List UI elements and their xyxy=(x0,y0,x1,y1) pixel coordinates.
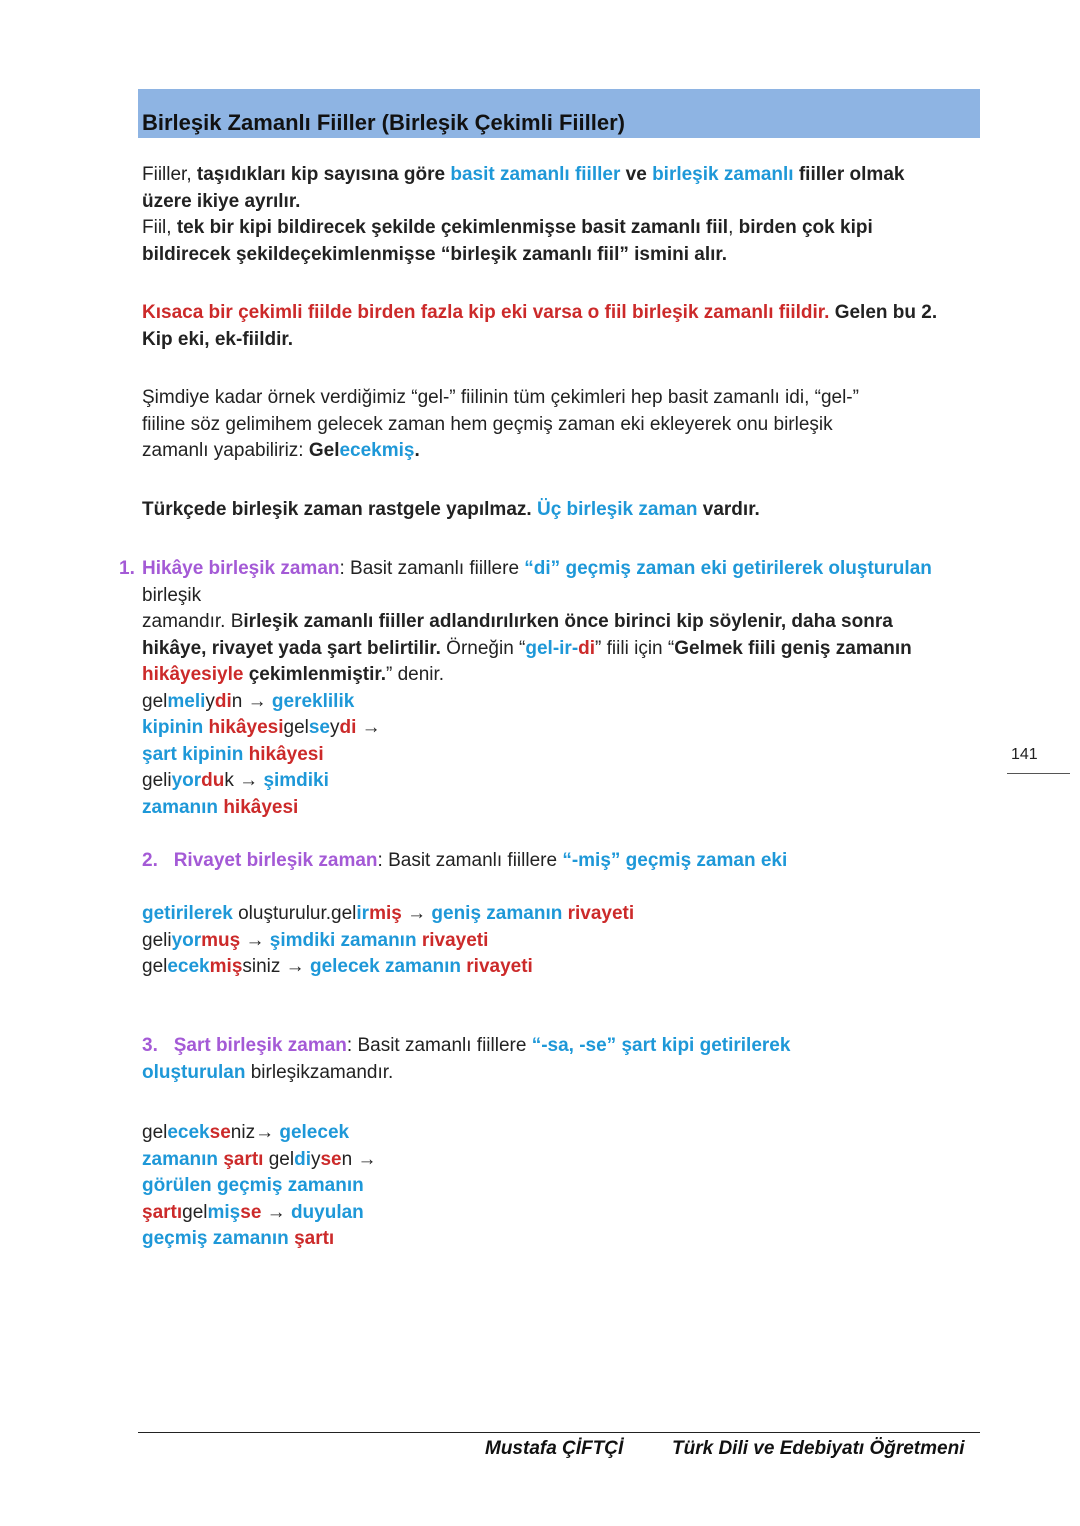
text: di xyxy=(578,637,596,659)
text: ecek xyxy=(167,1122,210,1143)
section-1 xyxy=(142,556,972,821)
text: şartı xyxy=(223,1148,264,1170)
text: ve xyxy=(620,164,653,185)
text: → xyxy=(240,929,270,951)
text: şartı xyxy=(294,1228,335,1249)
text: zamandır. B xyxy=(142,611,244,632)
text: gel xyxy=(142,1122,168,1143)
footer-role: Türk Dili ve Edebiyatı Öğretmeni xyxy=(672,1438,965,1459)
text: y xyxy=(330,717,340,738)
text: “-sa, -se” şart kipi getirilerek xyxy=(531,1035,791,1056)
text: Gel xyxy=(308,440,340,461)
text: . xyxy=(414,440,420,461)
text: muş xyxy=(201,929,241,951)
section-2-title: Rivayet birleşik zaman xyxy=(173,850,378,871)
text: yor xyxy=(171,770,202,791)
text: oluşturulur.gel xyxy=(232,903,357,924)
text: gel xyxy=(142,690,168,712)
text: se xyxy=(320,1148,342,1170)
page-number: 141 xyxy=(1011,746,1038,763)
text: yor xyxy=(171,929,202,951)
text: “di” geçmiş zaman eki getirilerek oluşturulan xyxy=(524,558,932,579)
text: duyulan xyxy=(290,1201,364,1223)
text: Gelmek fiili geniş zamanın xyxy=(674,637,912,659)
text: di xyxy=(294,1148,311,1170)
text: şart kipinin xyxy=(142,743,249,765)
footer-author: Mustafa ÇİFTÇİ xyxy=(485,1438,624,1459)
text: “-miş” geçmiş zaman eki xyxy=(562,850,788,871)
text: birleşik xyxy=(142,584,202,606)
text: : Basit zamanlı fiillere xyxy=(377,850,563,871)
text: Üç birleşik zaman xyxy=(536,499,698,520)
text: görülen geçmiş zamanın xyxy=(142,1175,364,1196)
text: taşıdıkları kip sayısına göre xyxy=(196,164,451,185)
text: se xyxy=(240,1201,262,1223)
text: gel xyxy=(142,956,168,977)
page-title: Birleşik Zamanlı Fiiller (Birleşik Çekimli Fiiller) xyxy=(142,110,625,135)
section-1-title: Hikâye birleşik zaman xyxy=(142,558,340,579)
text: bildirecek şekildeçekimlenmişse “birleşik zamanlı fiil” ismini alır. xyxy=(142,243,728,265)
text: hikâyesi xyxy=(223,796,299,818)
text: tek bir kipi bildirecek şekilde çekimlenmişse basit zamanlı fiil xyxy=(176,217,729,238)
intro-paragraph xyxy=(142,162,972,268)
text: geli xyxy=(142,770,172,791)
text: oluşturulan xyxy=(142,1061,246,1083)
section-1-number: 1. xyxy=(119,558,135,579)
example-paragraph xyxy=(142,385,972,465)
text: geli xyxy=(142,929,172,951)
text: gel xyxy=(263,1148,295,1170)
summary-paragraph xyxy=(142,300,972,353)
text: Şimdiye kadar örnek verdiğimiz “gel-” fiilinin tüm çekimleri hep basit zamanlı idi, “gel-” xyxy=(142,387,859,408)
text: vardır. xyxy=(697,499,760,520)
text: kipinin xyxy=(142,717,209,738)
text: zamanın xyxy=(142,796,224,818)
text: hikâyesi xyxy=(208,717,284,738)
page-number-rule xyxy=(1007,773,1070,774)
text: hikâyesi xyxy=(248,743,324,765)
text: zamanlı yapabiliriz: xyxy=(142,440,309,461)
text: Kip eki, ek-fiildir. xyxy=(142,328,293,350)
text: → xyxy=(356,717,381,738)
text: meli xyxy=(167,690,206,712)
text: fiiline söz gelimihem gelecek zaman hem geçmiş zaman eki ekleyerek onu birleşik xyxy=(142,413,833,435)
text: ir xyxy=(356,903,370,924)
text: şimdiki xyxy=(263,770,329,791)
text: şartı xyxy=(142,1201,183,1223)
text: Fiiller, xyxy=(142,164,197,185)
text: birleşikzamandır. xyxy=(245,1061,394,1083)
text: fiiller olmak xyxy=(793,164,905,185)
section-3-examples xyxy=(142,1120,972,1253)
text: Örneğin “ xyxy=(440,637,526,659)
text: miş xyxy=(369,903,402,924)
text: üzere ikiye ayrılır. xyxy=(142,190,301,212)
text: ecekmiş xyxy=(339,440,415,461)
text: Gelen bu 2. xyxy=(829,302,938,323)
text: y xyxy=(205,690,215,712)
text: , xyxy=(728,217,739,238)
text: getirilerek xyxy=(142,903,233,924)
section-3-number: 3. xyxy=(142,1035,158,1056)
text: hikâyesiyle xyxy=(142,664,244,685)
text: gelecek xyxy=(279,1122,350,1143)
text: du xyxy=(201,770,225,791)
text: hikâye, rivayet yada şart belirtilir. xyxy=(142,637,441,659)
text: şimdiki zamanın xyxy=(269,929,422,951)
text: gereklilik xyxy=(271,690,355,712)
text: geniş zamanın xyxy=(431,903,568,924)
text: gel xyxy=(182,1201,208,1223)
text: ecek xyxy=(167,956,210,977)
text: n → xyxy=(341,1148,377,1170)
text: gel xyxy=(283,717,309,738)
three-tenses-paragraph xyxy=(142,497,972,524)
text: basit zamanlı fiiller xyxy=(450,164,621,185)
text: di xyxy=(339,717,357,738)
footer-rule xyxy=(138,1432,980,1433)
text: siniz → xyxy=(242,956,310,977)
section-3-heading xyxy=(142,1033,972,1086)
text: Türkçede birleşik zaman rastgele yapılmaz. xyxy=(142,499,537,520)
text: ” fiili için “ xyxy=(595,637,675,659)
text: : Basit zamanlı fiillere xyxy=(339,558,525,579)
text: ” denir. xyxy=(386,664,445,685)
text: n → xyxy=(231,690,272,712)
text: → xyxy=(401,903,432,924)
text: rivayeti xyxy=(421,929,489,951)
text: miş xyxy=(209,956,243,977)
text: rivayeti xyxy=(466,956,533,977)
section-2-number: 2. xyxy=(142,850,158,871)
text: di xyxy=(214,690,232,712)
text: k → xyxy=(224,770,264,791)
text: miş xyxy=(207,1201,241,1223)
text: Kısaca bir çekimli fiilde birden fazla kip eki varsa o fiil birleşik zamanlı fiildir. xyxy=(142,302,830,323)
text: niz→ xyxy=(230,1122,280,1143)
text: se xyxy=(209,1122,231,1143)
text: irleşik zamanlı fiiller adlandırılırken önce birinci kip söylenir, daha sonra xyxy=(243,611,893,632)
text: gelecek zamanın xyxy=(309,956,467,977)
text: zamanın xyxy=(142,1148,224,1170)
text: → xyxy=(261,1201,291,1223)
text: gel-ir- xyxy=(525,637,579,659)
text: çekimlenmiştir. xyxy=(243,664,386,685)
section-2-examples xyxy=(142,901,972,981)
text: Fiil, xyxy=(142,217,177,238)
text: geçmiş zamanın xyxy=(142,1228,295,1249)
section-2-heading xyxy=(142,848,972,875)
text: rivayeti xyxy=(567,903,635,924)
text: : Basit zamanlı fiillere xyxy=(346,1035,532,1056)
text: birden çok kipi xyxy=(738,217,873,238)
section-3-title: Şart birleşik zaman xyxy=(173,1035,347,1056)
text: y xyxy=(310,1148,321,1170)
text: se xyxy=(308,717,330,738)
text: birleşik zamanlı xyxy=(652,164,794,185)
